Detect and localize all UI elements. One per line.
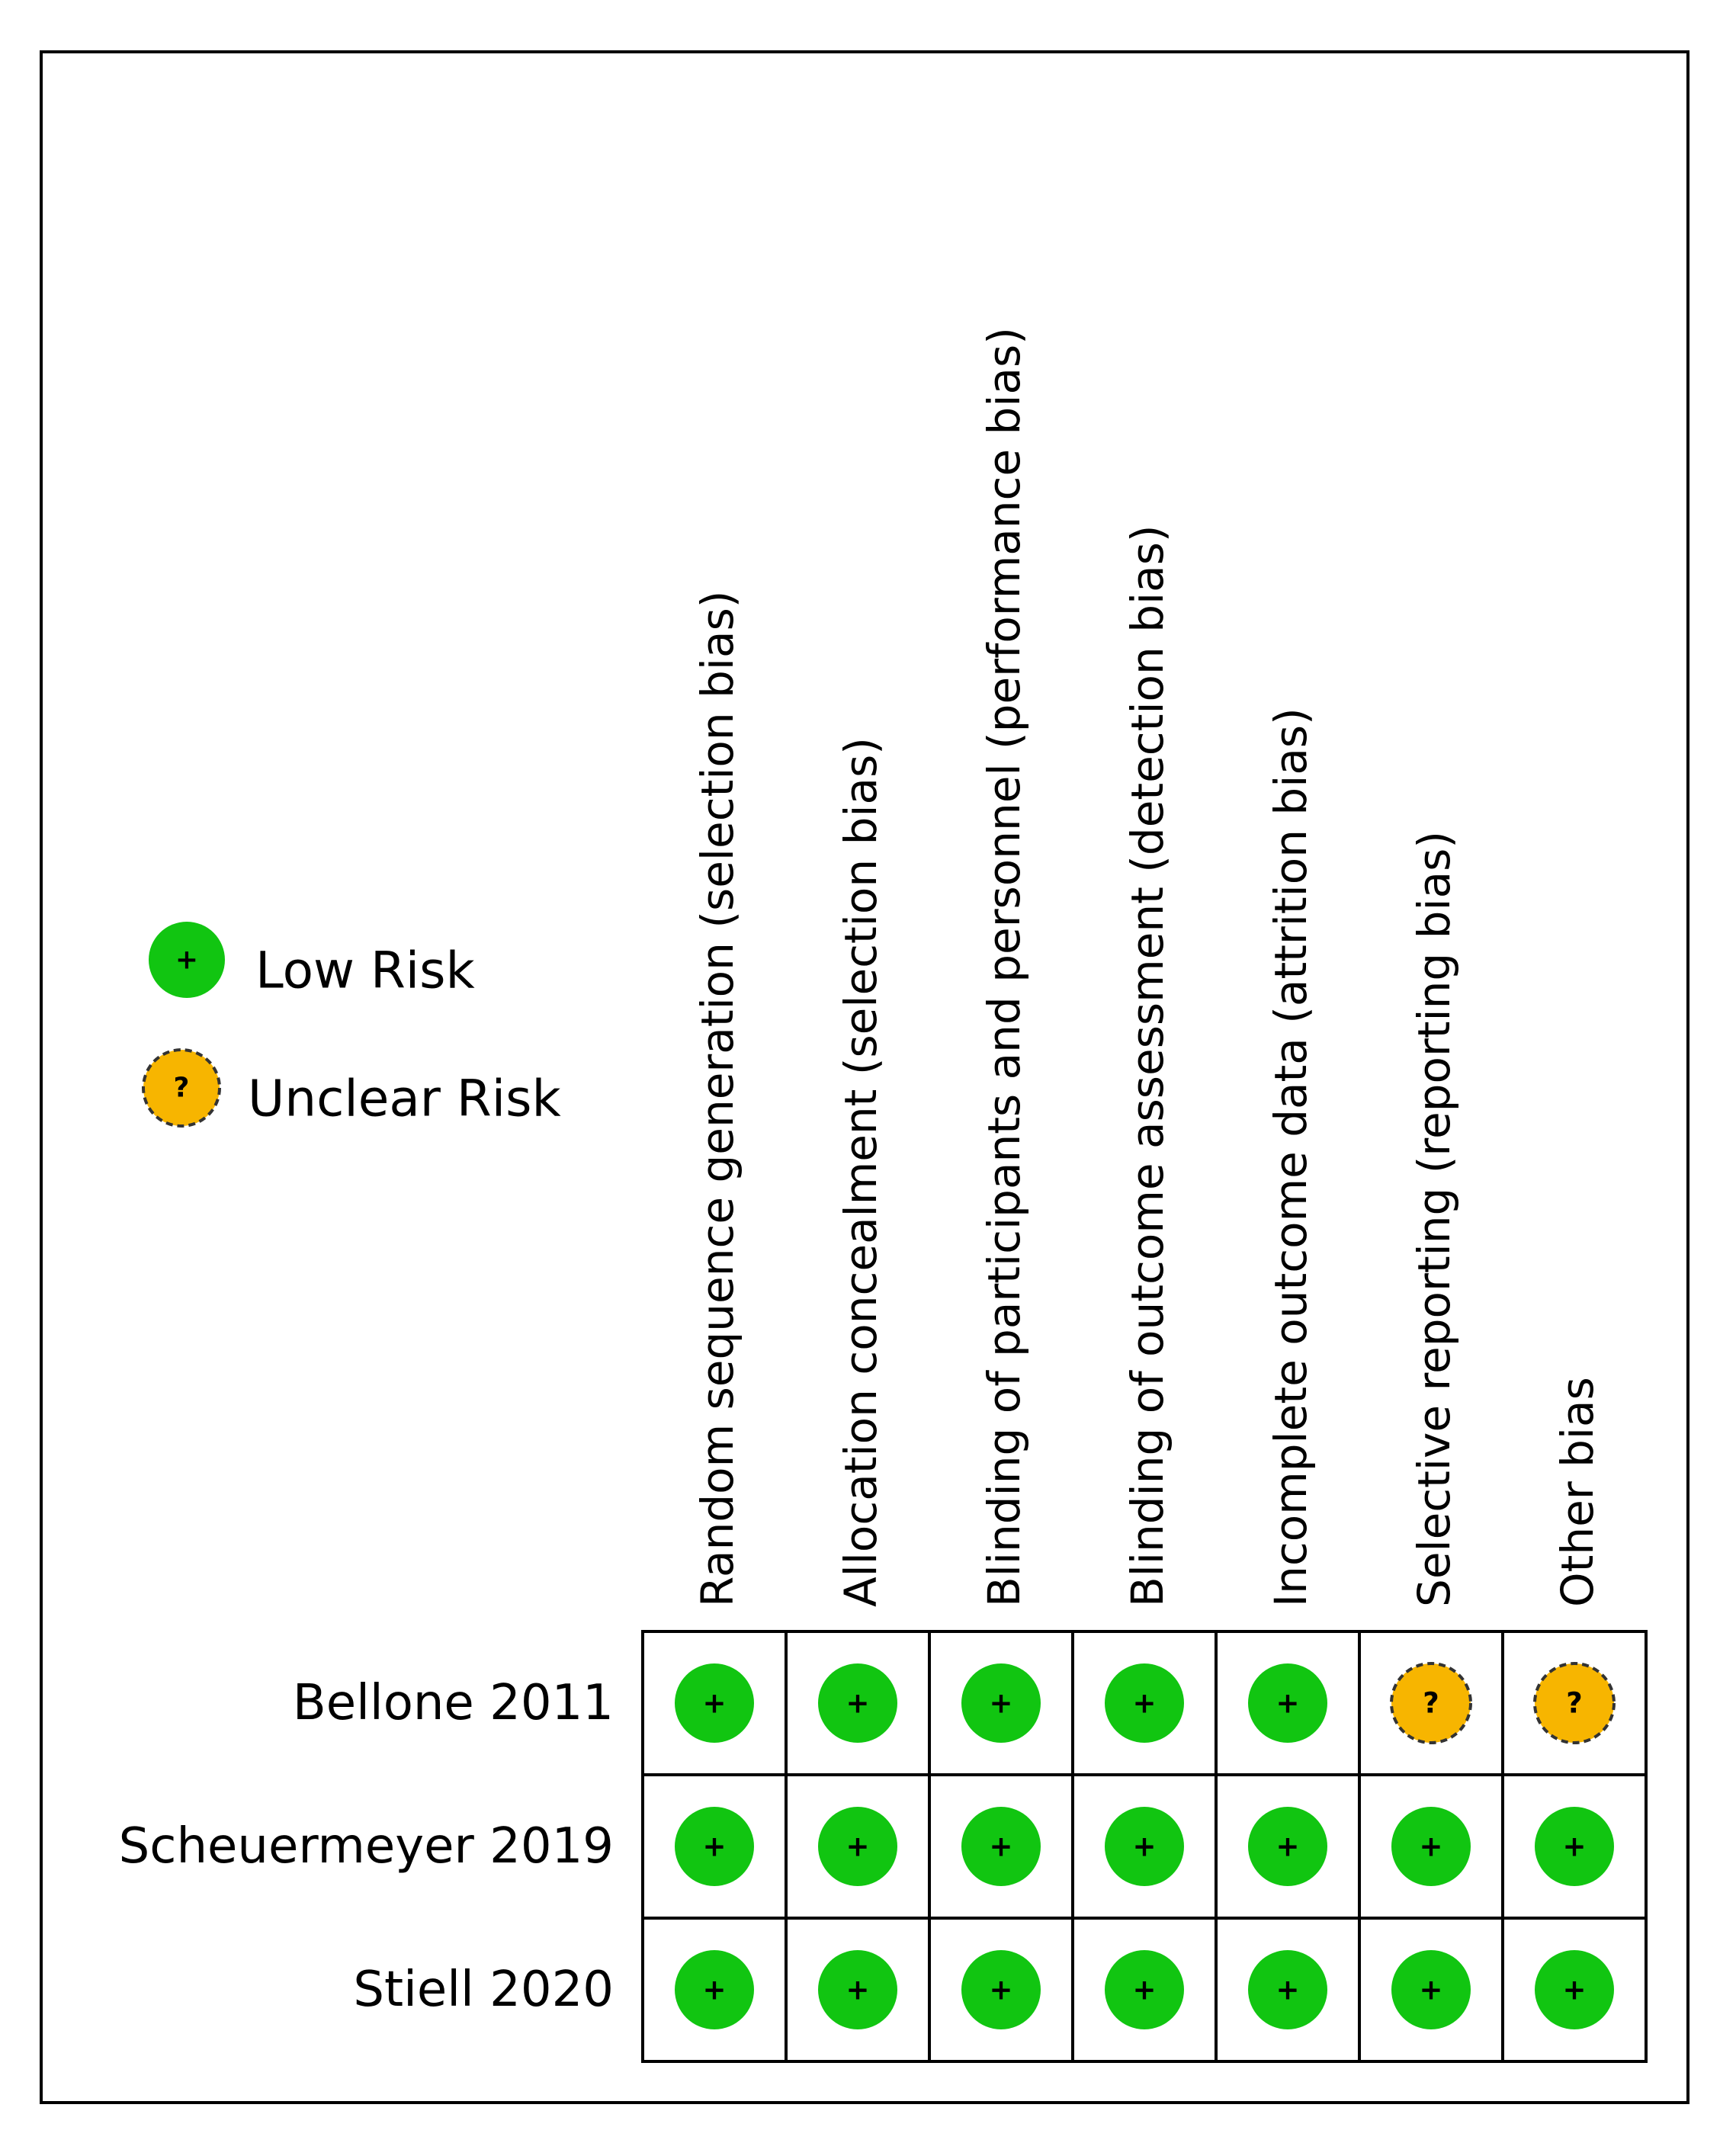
legend-unclear-glyph: ?: [173, 1072, 190, 1104]
row-label: Scheuermeyer 2019: [118, 1818, 614, 1875]
rating-unclear-glyph: ?: [1423, 1686, 1439, 1720]
column-header: Other bias: [1551, 1377, 1603, 1607]
rating-low-glyph: +: [1132, 1686, 1157, 1720]
legend-low-glyph: +: [175, 944, 199, 976]
rating-low-glyph: +: [846, 1973, 870, 2007]
rating-low-glyph: +: [1276, 1973, 1300, 2007]
column-header: Random sequence generation (selection bias): [692, 590, 743, 1607]
rating-low-glyph: +: [1419, 1830, 1443, 1863]
rating-low-glyph: +: [1562, 1973, 1587, 2007]
rating-unclear-glyph: ?: [1566, 1686, 1583, 1720]
legend-label: Low Risk: [255, 941, 475, 1000]
rating-low-glyph: +: [1132, 1830, 1157, 1863]
rating-low-glyph: +: [846, 1830, 870, 1863]
rating-low-glyph: +: [1132, 1973, 1157, 2007]
row-label: Stiell 2020: [353, 1962, 614, 2018]
rating-low-glyph: +: [1276, 1830, 1300, 1863]
rating-low-glyph: +: [1419, 1973, 1443, 2007]
rating-low-glyph: +: [989, 1973, 1013, 2007]
rating-low-glyph: +: [989, 1686, 1013, 1720]
rating-low-glyph: +: [702, 1686, 727, 1720]
row-label: Bellone 2011: [292, 1675, 614, 1731]
column-header: Blinding of participants and personnel (performance bias): [978, 327, 1030, 1607]
column-header: Incomplete outcome data (attrition bias): [1265, 707, 1317, 1607]
column-header: Blinding of outcome assessment (detection bias): [1122, 525, 1173, 1607]
rating-low-glyph: +: [846, 1686, 870, 1720]
rating-low-glyph: +: [702, 1830, 727, 1863]
rating-low-glyph: +: [989, 1830, 1013, 1863]
column-header: Selective reporting (reporting bias): [1408, 831, 1460, 1607]
rating-low-glyph: +: [1276, 1686, 1300, 1720]
rating-low-glyph: +: [702, 1973, 727, 2007]
column-header: Allocation concealment (selection bias): [835, 737, 887, 1607]
rating-low-glyph: +: [1562, 1830, 1587, 1863]
legend-label: Unclear Risk: [248, 1069, 561, 1128]
